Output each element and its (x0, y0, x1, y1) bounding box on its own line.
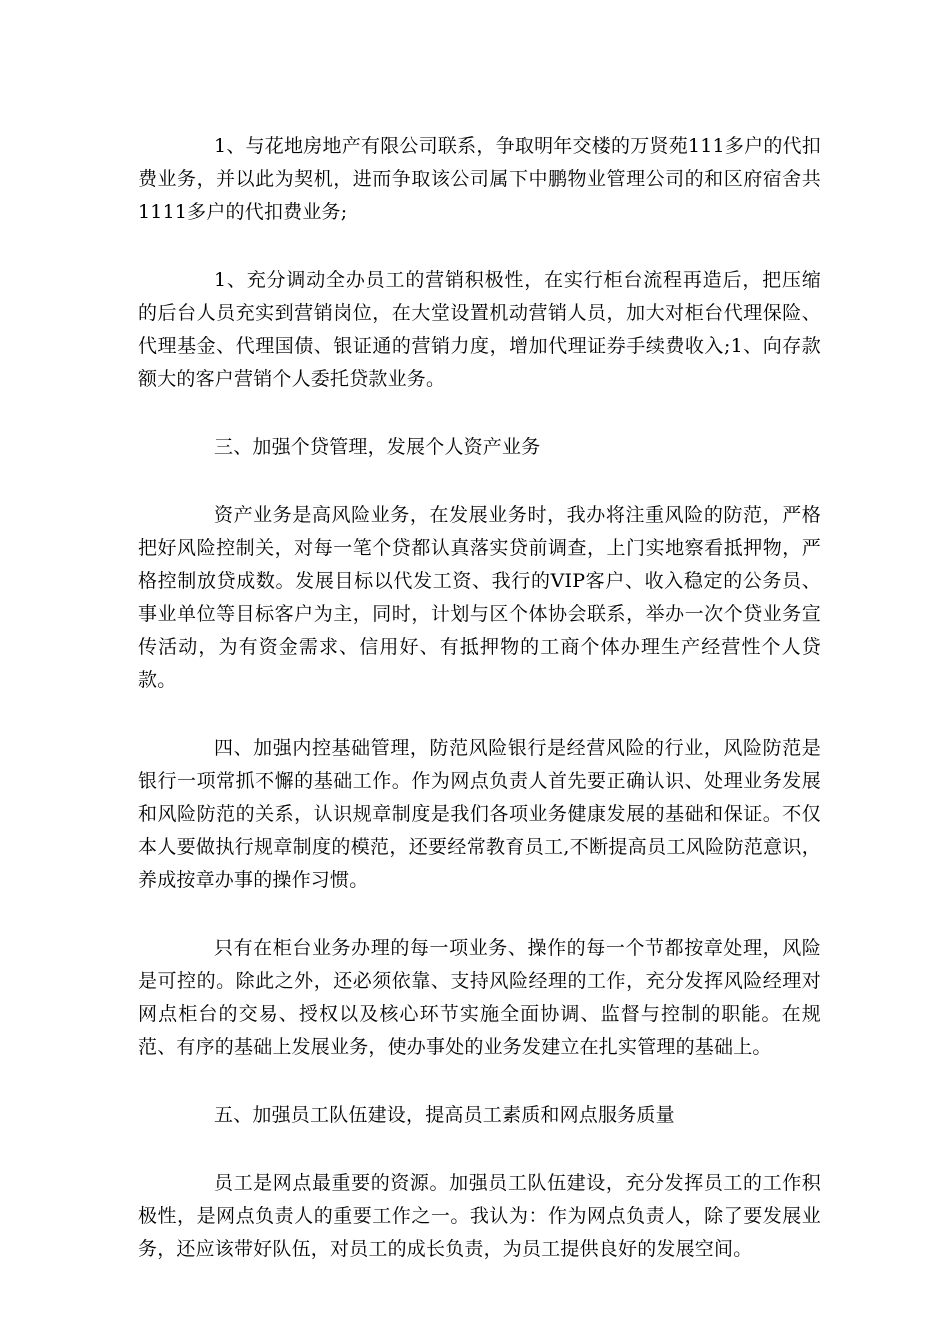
section-heading-5: 五、加强员工队伍建设，提高员工素质和网点服务质量 (214, 1104, 675, 1126)
paragraph-1: 1、与花地房地产有限公司联系，争取明年交楼的万贤苑111多户的代扣费业务，并以此为契机，进而争取该公司属下中鹏物业管理公司的和区府宿舍共1111多户的代扣费业务; (138, 135, 821, 223)
paragraph-8: 员工是网点最重要的资源。加强员工队伍建设，充分发挥员工的工作积极性，是网点负责人的重要工作之一。我认为：作为网点负责人，除了要发展业务，还应该带好队伍，对员工的成长负责，为员工提供良好的发展空间。 (138, 1172, 821, 1260)
section-heading-3: 三、加强个贷管理，发展个人资产业务 (214, 436, 541, 458)
paragraph-2: 1、充分调动全办员工的营销积极性，在实行柜台流程再造后，把压缩的后台人员充实到营销岗位，在大堂设置机动营销人员，加大对柜台代理保险、代理基金、代理国债、银证通的营销力度，增加代理证券手续费收入;1、向存款额大的客户营销个人委托贷款业务。 (138, 269, 821, 390)
paragraph-4: 资产业务是高风险业务，在发展业务时，我办将注重风险的防范，严格把好风险控制关，对每一笔个贷都认真落实贷前调查，上门实地察看抵押物，严格控制放贷成数。发展目标以代发工资、我行的VIP客户、收入稳定的公务员、事业单位等目标客户为主，同时，计划与区个体协会联系，举办一次个贷业务宣传活动，为有资金需求、信用好、有抵押物的工商个体办理生产经营性个人贷款。 (138, 504, 821, 691)
document-body (138, 130, 821, 1301)
paragraph-6: 只有在柜台业务办理的每一项业务、操作的每一个节都按章处理，风险是可控的。除此之外，还必须依靠、支持风险经理的工作，充分发挥风险经理对网点柜台的交易、授权以及核心环节实施全面协调、监督与控制的职能。在规范、有序的基础上发展业务，使办事处的业务发建立在扎实管理的基础上。 (138, 937, 821, 1058)
paragraph-5: 四、加强内控基础管理，防范风险银行是经营风险的行业，风险防范是银行一项常抓不懈的基础工作。作为网点负责人首先要正确认识、处理业务发展和风险防范的关系，认识规章制度是我们各项业务健康发展的基础和保证。不仅本人要做执行规章制度的模范，还要经常教育员工,不断提高员工风险防范意识，养成按章办事的操作习惯。 (138, 737, 821, 891)
